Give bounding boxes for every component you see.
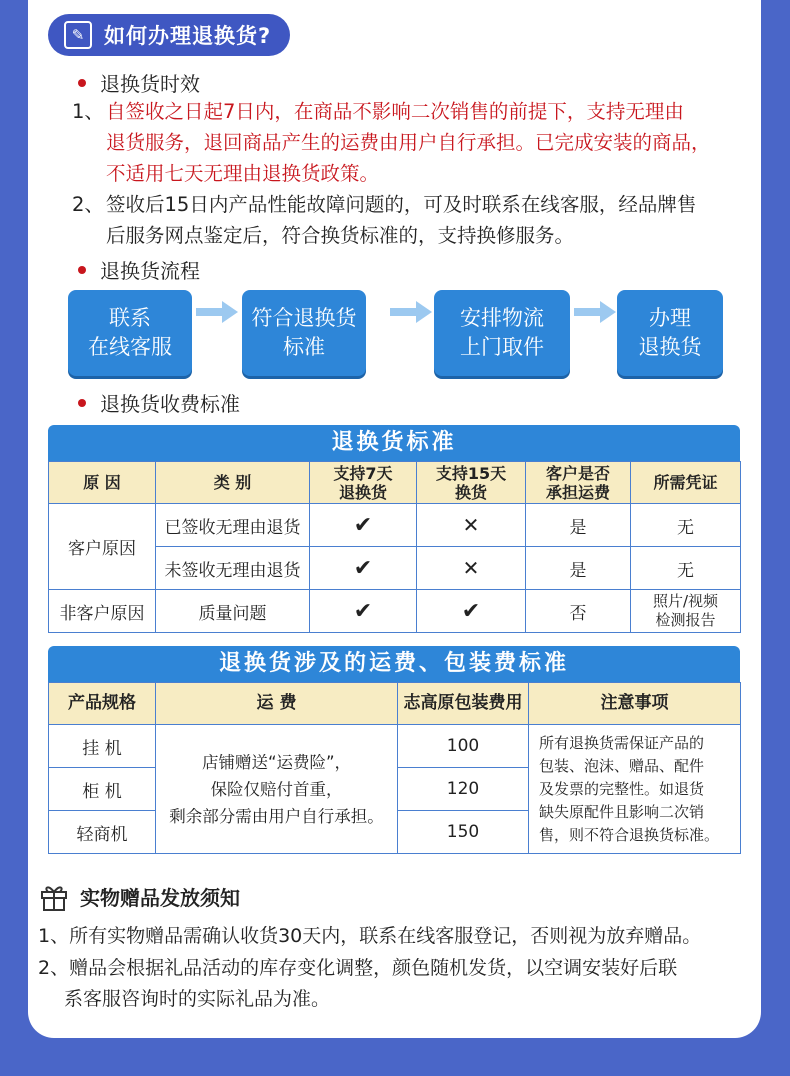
freight-note-line: 保险仅赔付首重， <box>210 779 343 799</box>
reason-cell: 非客户原因 <box>49 590 156 633</box>
header-cell: 类 别 <box>156 462 310 504</box>
bullet-dot <box>78 399 86 407</box>
fee-heading <box>78 388 240 417</box>
flow-step-line: 上门取件 <box>460 335 544 359</box>
flow-step-1 <box>68 290 192 376</box>
flow-step-4 <box>617 290 723 376</box>
item-number: 1、 <box>72 100 104 123</box>
return-standard-table <box>48 461 741 633</box>
notice-line: 所有退换货需保证产品的 <box>539 733 705 752</box>
table-row <box>49 590 741 633</box>
category-cell: 质量问题 <box>156 590 310 633</box>
cross-icon: ✕ <box>417 504 526 547</box>
header-cell: 支持15天 换货 <box>417 462 526 504</box>
check-icon: ✔ <box>310 590 417 633</box>
table-row <box>49 725 741 768</box>
proof-cell: 无 <box>631 547 741 590</box>
header-cell: 运 费 <box>156 683 398 725</box>
flow-step-line: 办理 <box>649 306 691 330</box>
table-header-row <box>49 462 741 504</box>
gift-item-2-line: 2、赠品会根据礼品活动的库存变化调整，颜色随机发货，以空调安装好后联 <box>38 957 678 979</box>
flow-step-line: 安排物流 <box>460 306 544 330</box>
notice-line: 及发票的完整性。如退货 <box>539 779 705 798</box>
policy-item-1-line: 不适用七天无理由退换货政策。 <box>106 162 380 185</box>
arrow-right-icon <box>196 301 238 323</box>
price-cell: 120 <box>398 768 529 811</box>
gift-item-2 <box>38 953 762 1015</box>
header-cell: 所需凭证 <box>631 462 741 504</box>
bullet-dot <box>78 79 86 87</box>
section-title: 如何办理退换货? <box>104 24 272 48</box>
flow-step-line: 标准 <box>283 335 325 359</box>
policy-item-1 <box>72 96 762 189</box>
gift-title-text: 实物赠品发放须知 <box>80 885 240 910</box>
flow-step-line: 联系 <box>109 306 151 330</box>
price-cell: 100 <box>398 725 529 768</box>
freight-note-line: 店铺赠送“运费险”， <box>201 752 352 772</box>
proof-cell: 照片/视频 检测报告 <box>631 590 741 633</box>
policy-item-2 <box>72 189 762 251</box>
flow-step-line: 退换货 <box>638 335 702 359</box>
freight-note-line: 剩余部分需由用户自行承担。 <box>169 806 384 826</box>
flow-step-line: 在线客服 <box>88 335 172 359</box>
fee-cell: 否 <box>526 590 631 633</box>
gift-box-icon <box>38 880 70 912</box>
fee-heading-text: 退换货收费标准 <box>100 392 240 416</box>
policy-heading-text: 退换货时效 <box>100 72 200 96</box>
policy-item-2-line: 后服务网点鉴定后，符合换货标准的，支持换修服务。 <box>106 224 575 247</box>
gift-item-1: 1、所有实物赠品需确认收货30天内，联系在线客服登记，否则视为放弃赠品。 <box>38 925 702 947</box>
bullet-dot <box>78 266 86 274</box>
fee-cell: 是 <box>526 504 631 547</box>
notice-line: 售，则不符合退换货标准。 <box>539 825 720 844</box>
product-cell: 轻商机 <box>49 811 156 854</box>
arrow-right-icon <box>390 301 432 323</box>
shipping-fee-table <box>48 682 741 854</box>
table2-title: 退换货涉及的运费、包装费标准 <box>48 646 740 682</box>
product-cell: 柜 机 <box>49 768 156 811</box>
notice-cell <box>529 725 741 854</box>
policy-item-1-line: 退货服务，退回商品产生的运费由用户自行承担。已完成安装的商品， <box>106 131 711 154</box>
table-header-row <box>49 683 741 725</box>
arrow-right-icon <box>574 301 616 323</box>
fee-cell: 是 <box>526 547 631 590</box>
product-cell: 挂 机 <box>49 725 156 768</box>
document-pencil-icon: ✎ <box>64 21 92 49</box>
table1-title: 退换货标准 <box>48 425 740 461</box>
header-cell: 产品规格 <box>49 683 156 725</box>
gift-section-title <box>38 880 240 912</box>
item-number: 2、 <box>72 193 104 216</box>
policy-item-2-line: 签收后15日内产品性能故障问题的，可及时联系在线客服，经品牌售 <box>106 193 697 216</box>
header-cell: 志高原包装费用 <box>398 683 529 725</box>
section-title-pill <box>48 14 290 56</box>
flow-step-2 <box>242 290 366 376</box>
check-icon: ✔ <box>417 590 526 633</box>
category-cell: 未签收无理由退货 <box>156 547 310 590</box>
header-cell: 原 因 <box>49 462 156 504</box>
category-cell: 已签收无理由退货 <box>156 504 310 547</box>
notice-line: 缺失原配件且影响二次销 <box>539 802 705 821</box>
process-heading-text: 退换货流程 <box>100 259 200 283</box>
freight-note-cell <box>156 725 398 854</box>
policy-heading <box>78 68 200 97</box>
header-cell: 注意事项 <box>529 683 741 725</box>
proof-cell: 无 <box>631 504 741 547</box>
header-cell: 支持7天 退换货 <box>310 462 417 504</box>
gift-item-2-line: 系客服咨询时的实际礼品为准。 <box>64 988 331 1010</box>
process-heading <box>78 255 200 284</box>
reason-cell: 客户原因 <box>49 504 156 590</box>
price-cell: 150 <box>398 811 529 854</box>
header-cell: 客户是否 承担运费 <box>526 462 631 504</box>
table-row <box>49 504 741 547</box>
policy-item-1-line: 自签收之日起7日内，在商品不影响二次销售的前提下，支持无理由 <box>106 100 684 123</box>
cross-icon: ✕ <box>417 547 526 590</box>
flow-step-line: 符合退换货 <box>251 306 357 330</box>
notice-line: 包装、泡沫、赠品、配件 <box>539 756 705 775</box>
check-icon: ✔ <box>310 547 417 590</box>
flow-step-3 <box>434 290 570 376</box>
check-icon: ✔ <box>310 504 417 547</box>
